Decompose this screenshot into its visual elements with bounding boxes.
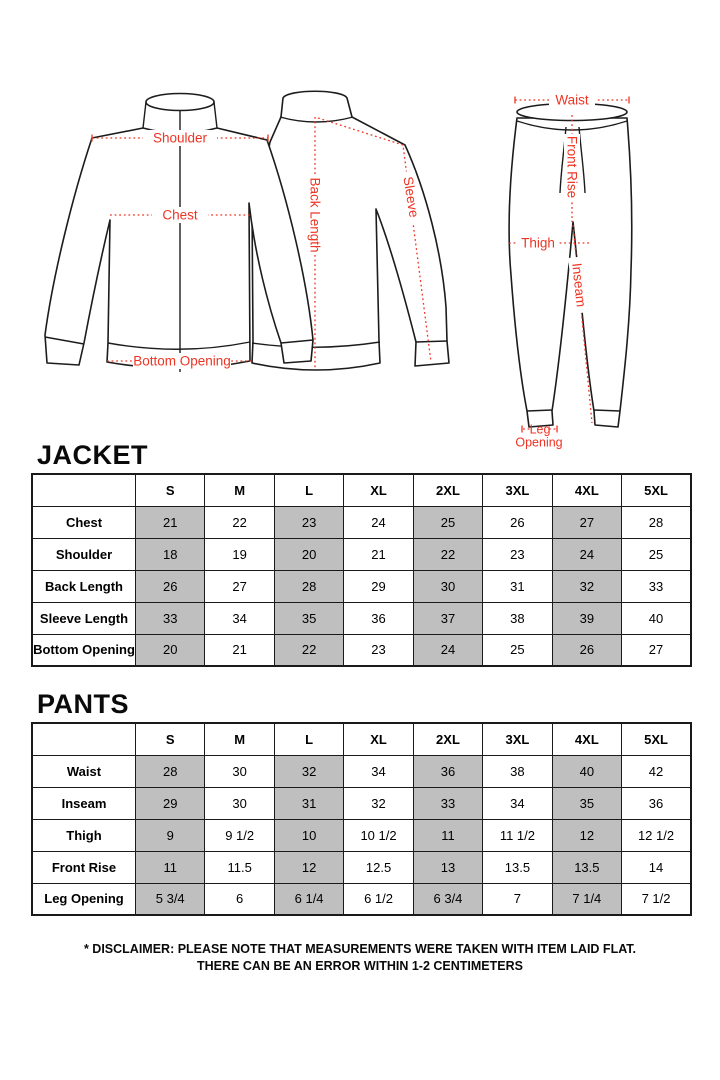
measurement-value: 29 [344, 570, 413, 602]
measurement-value: 25 [483, 634, 552, 666]
disclaimer [0, 941, 720, 974]
measurement-value: 22 [413, 538, 482, 570]
measurement-value: 36 [344, 602, 413, 634]
measurement-value: 12 1/2 [622, 819, 691, 851]
measurement-row [32, 883, 691, 915]
measurement-row [32, 755, 691, 787]
measurement-label: Leg Opening [32, 883, 136, 915]
measurement-value: 12 [552, 819, 621, 851]
measurement-label: Sleeve Length [32, 602, 136, 634]
measurement-value: 10 [274, 819, 343, 851]
measurement-value: 26 [483, 506, 552, 538]
measurement-value: 33 [622, 570, 691, 602]
sleeve-label: Sleeve [400, 175, 422, 219]
size-header-row [32, 723, 691, 755]
size-column-header: L [274, 474, 343, 506]
measurement-row [32, 634, 691, 666]
measurement-value: 40 [552, 755, 621, 787]
measurement-value: 11 [136, 851, 205, 883]
measurement-value: 35 [274, 602, 343, 634]
measurement-value: 36 [413, 755, 482, 787]
measurement-value: 12.5 [344, 851, 413, 883]
measurement-value: 13 [413, 851, 482, 883]
measurement-row [32, 851, 691, 883]
measurement-value: 33 [413, 787, 482, 819]
waist-label: Waist [555, 92, 589, 108]
size-column-header: 4XL [552, 723, 621, 755]
size-column-header: 2XL [413, 723, 482, 755]
measurement-value: 19 [205, 538, 274, 570]
measurement-value: 31 [483, 570, 552, 602]
measurement-row [32, 787, 691, 819]
measurement-label: Waist [32, 755, 136, 787]
front-rise-label: Front Rise [564, 135, 580, 199]
measurement-value: 24 [413, 634, 482, 666]
measurement-label: Shoulder [32, 538, 136, 570]
chest-label: Chest [162, 207, 198, 223]
measurement-row [32, 819, 691, 851]
measurement-value: 26 [136, 570, 205, 602]
measurement-value: 32 [552, 570, 621, 602]
size-column-header: 5XL [622, 723, 691, 755]
measurement-value: 39 [552, 602, 621, 634]
measurement-value: 9 [136, 819, 205, 851]
measurement-label: Chest [32, 506, 136, 538]
measurement-label: Front Rise [32, 851, 136, 883]
jacket-section-title: JACKET [37, 440, 149, 470]
measurement-value: 25 [413, 506, 482, 538]
measurement-value: 30 [205, 787, 274, 819]
shoulder-label: Shoulder [152, 130, 208, 146]
measurement-row [32, 602, 691, 634]
measurement-value: 27 [622, 634, 691, 666]
measurement-value: 20 [136, 634, 205, 666]
measurement-value: 28 [622, 506, 691, 538]
measurement-value: 34 [483, 787, 552, 819]
measurement-value: 21 [136, 506, 205, 538]
measurement-value: 13.5 [483, 851, 552, 883]
jacket-size-table [31, 473, 692, 667]
measurement-value: 21 [344, 538, 413, 570]
measurement-value: 11.5 [205, 851, 274, 883]
disclaimer-line1: * DISCLAIMER: PLEASE NOTE THAT MEASUREMENTS WERE TAKEN WITH ITEM LAID FLAT. [83, 942, 637, 956]
measurement-value: 5 3/4 [136, 883, 205, 915]
leg-opening-label-line2: Opening [515, 435, 563, 450]
measurement-value: 27 [205, 570, 274, 602]
size-column-header: M [205, 723, 274, 755]
measurement-value: 32 [274, 755, 343, 787]
measurement-value: 30 [413, 570, 482, 602]
size-column-header: XL [344, 474, 413, 506]
measurement-value: 36 [622, 787, 691, 819]
measurement-row [32, 506, 691, 538]
pants-section-title: PANTS [37, 689, 130, 719]
measurement-value: 6 1/4 [274, 883, 343, 915]
measurement-label: Inseam [32, 787, 136, 819]
measurement-value: 28 [136, 755, 205, 787]
measurement-value: 29 [136, 787, 205, 819]
back-length-label: Back Length [307, 177, 323, 253]
measurement-value: 6 1/2 [344, 883, 413, 915]
measurement-label: Back Length [32, 570, 136, 602]
measurement-value: 22 [274, 634, 343, 666]
inseam-label: Inseam [569, 262, 589, 308]
measurement-value: 34 [344, 755, 413, 787]
measurement-value: 9 1/2 [205, 819, 274, 851]
measurement-value: 24 [552, 538, 621, 570]
leg-opening-label-line1: Leg [529, 422, 551, 437]
measurement-value: 6 3/4 [413, 883, 482, 915]
size-column-header: 3XL [483, 474, 552, 506]
size-column-header: 2XL [413, 474, 482, 506]
measurement-value: 11 1/2 [483, 819, 552, 851]
measurement-value: 10 1/2 [344, 819, 413, 851]
measurement-value: 11 [413, 819, 482, 851]
measurement-value: 23 [483, 538, 552, 570]
measurement-value: 32 [344, 787, 413, 819]
measurement-value: 14 [622, 851, 691, 883]
measurement-value: 38 [483, 602, 552, 634]
measurement-value: 31 [274, 787, 343, 819]
size-column-header: S [136, 723, 205, 755]
measurement-value: 24 [344, 506, 413, 538]
measurement-value: 34 [205, 602, 274, 634]
measurement-value: 22 [205, 506, 274, 538]
disclaimer-line2: THERE CAN BE AN ERROR WITHIN 1-2 CENTIMETERS [197, 958, 523, 973]
measurement-value: 28 [274, 570, 343, 602]
size-header-row [32, 474, 691, 506]
measurement-value: 13.5 [552, 851, 621, 883]
pants-figure [509, 92, 632, 450]
measurement-value: 33 [136, 602, 205, 634]
measurement-value: 40 [622, 602, 691, 634]
measurement-value: 26 [552, 634, 621, 666]
measurement-value: 21 [205, 634, 274, 666]
measurement-value: 23 [344, 634, 413, 666]
measurement-value: 7 [483, 883, 552, 915]
corner-cell [32, 474, 136, 506]
measurement-value: 6 [205, 883, 274, 915]
size-column-header: 5XL [622, 474, 691, 506]
measurement-diagram [0, 85, 720, 450]
measurement-value: 30 [205, 755, 274, 787]
measurement-row [32, 570, 691, 602]
size-column-header: 3XL [483, 723, 552, 755]
measurement-value: 27 [552, 506, 621, 538]
size-column-header: M [205, 474, 274, 506]
bottom-opening-label: Bottom Opening [133, 353, 231, 369]
measurement-value: 20 [274, 538, 343, 570]
measurement-value: 7 1/4 [552, 883, 621, 915]
measurement-value: 42 [622, 755, 691, 787]
measurement-label: Bottom Opening [32, 634, 136, 666]
measurement-value: 37 [413, 602, 482, 634]
measurement-value: 35 [552, 787, 621, 819]
thigh-label: Thigh [521, 235, 555, 251]
size-column-header: 4XL [552, 474, 621, 506]
measurement-row [32, 538, 691, 570]
measurement-value: 7 1/2 [622, 883, 691, 915]
measurement-value: 38 [483, 755, 552, 787]
measurement-value: 18 [136, 538, 205, 570]
measurement-value: 12 [274, 851, 343, 883]
size-column-header: S [136, 474, 205, 506]
measurement-value: 23 [274, 506, 343, 538]
size-column-header: L [274, 723, 343, 755]
size-column-header: XL [344, 723, 413, 755]
measurement-label: Thigh [32, 819, 136, 851]
pants-size-table [31, 722, 692, 916]
corner-cell [32, 723, 136, 755]
measurement-value: 25 [622, 538, 691, 570]
